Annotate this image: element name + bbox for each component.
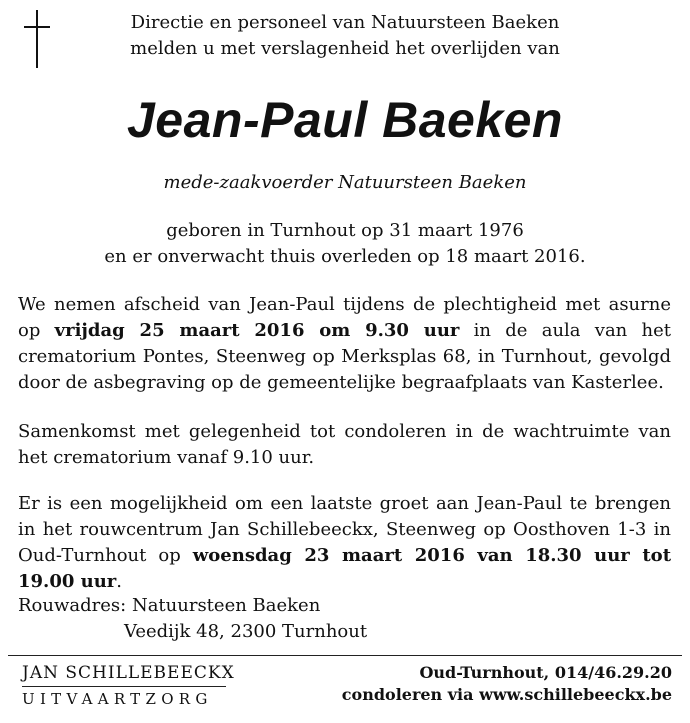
address-label: Rouwadres: <box>18 595 127 616</box>
mourning-address <box>18 593 320 619</box>
life-dates <box>0 218 690 270</box>
farewell-paragraph <box>18 491 671 595</box>
announcement <box>0 10 690 62</box>
address-name: Natuursteen Baeken <box>131 595 321 616</box>
ceremony-date: vrijdag 25 maart 2016 om 9.30 uur <box>54 320 460 341</box>
farewell-date: woensdag 23 maart 2016 van 18.30 uur tot 19.00 uur <box>18 545 672 592</box>
announcement-line-1: Directie en personeel van Natuursteen Baeken <box>130 12 560 33</box>
birth-line: geboren in Turnhout op 31 maart 1976 <box>166 220 524 241</box>
gathering-paragraph: Samenkomst met gelegenheid tot condoleren in de wachtruimte van het crematorium vanaf 9.10 uur. <box>18 421 671 468</box>
farewell-text-2: . <box>116 571 123 592</box>
contact-website: condoleren via www.schillebeeckx.be <box>341 685 672 704</box>
announcement-line-2: melden u met verslagenheid het overlijden van <box>130 38 560 59</box>
ceremony-paragraph <box>18 292 671 396</box>
ceremony-text-2: in de aula van het crematorium Pontes, Steenweg op Merksplas 68, in Turnhout, gevolgd door de asbegraving op de gemeentelijke begraafplaats van Kasterlee. <box>18 320 672 393</box>
footer-divider <box>8 655 682 656</box>
brand-underline <box>22 686 226 687</box>
death-line: en er onverwacht thuis overleden op 18 maart 2016. <box>104 246 586 267</box>
contact-phone: Oud-Turnhout, 014/46.29.20 <box>419 663 672 682</box>
brand-name: JAN SCHILLEBEECKX <box>22 663 235 683</box>
farewell-text-1: Er is een mogelijkheid om een laatste groet aan Jean-Paul te brengen in het rouwcentrum Jan Schillebeeckx, Steenweg op Oosthoven 1-3 in Oud-Turnhout op <box>18 493 671 566</box>
ceremony-text-1: We nemen afscheid van Jean-Paul tijdens de plechtigheid met asurne op <box>18 294 671 341</box>
deceased-role: mede-zaakvoerder Natuursteen Baeken <box>163 172 527 193</box>
deceased-name: Jean-Paul Baeken <box>127 92 563 148</box>
brand-subtitle: UITVAARTZORG <box>22 690 213 708</box>
address-street: Veedijk 48, 2300 Turnhout <box>124 621 368 642</box>
